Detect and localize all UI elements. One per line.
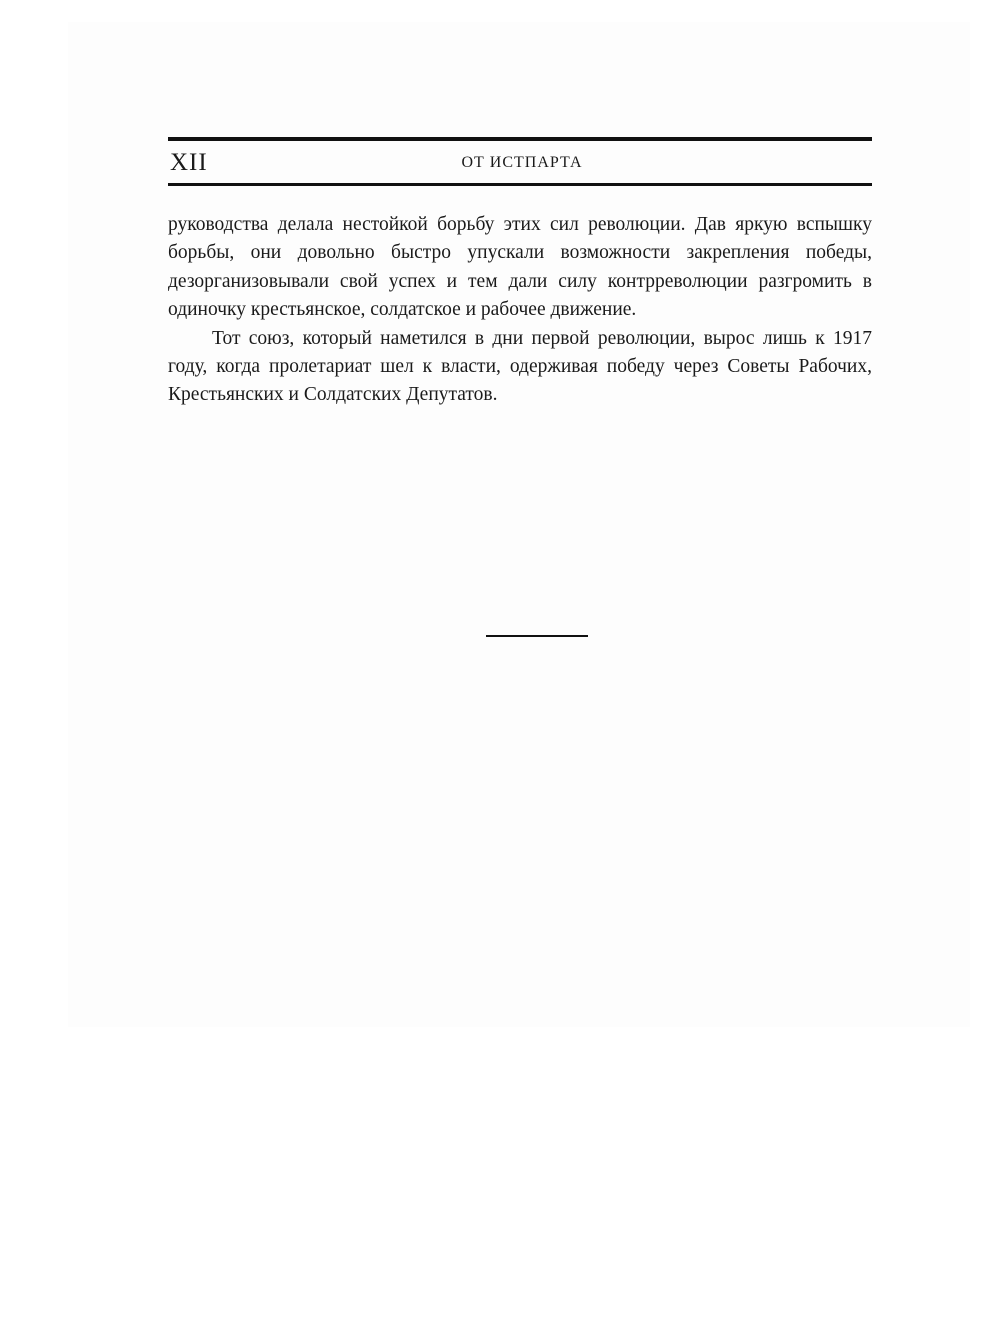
header-bottom-rule bbox=[168, 183, 872, 186]
running-head: ОТ ИСТПАРТА bbox=[461, 154, 583, 171]
body-text bbox=[168, 211, 872, 410]
header-top-rule bbox=[168, 137, 872, 141]
paragraph: Тот союз, который наметился в дни первой революции, вырос лишь к 1917 году, когда пролетариат шел к власти, одерживая победу через Советы Рабочих, Крестьянских и Солдатских Депутатов. bbox=[168, 327, 872, 406]
section-end-rule bbox=[486, 635, 588, 637]
paragraph-continued: руководства делала нестойкой борьбу этих сил революции. Дав яркую вспышку борьбы, они довольно быстро упускали возможности закрепления победы, дезорганизовывали свой успех и тем дали силу контрреволюции разгромить в одиночку крестьянское, солдатское и рабочее движение. bbox=[168, 214, 872, 321]
page-number: XII bbox=[170, 149, 208, 176]
